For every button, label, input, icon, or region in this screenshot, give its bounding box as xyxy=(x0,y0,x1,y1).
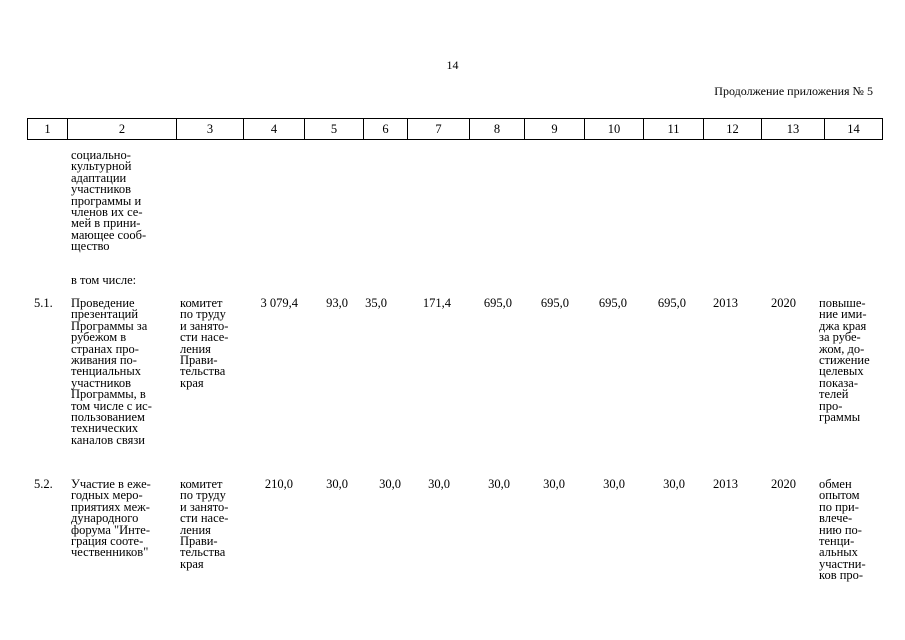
value-year: 30,0 xyxy=(379,477,401,491)
page-number: 14 xyxy=(446,58,459,72)
col-header: 5 xyxy=(305,119,364,140)
value-year: 695,0 xyxy=(598,296,627,310)
continuation-label: Продолжение приложения № 5 xyxy=(714,84,873,98)
expected-result: обмен опытом по при- влече- нию по- тенци- альных участни- ков про- xyxy=(819,477,866,583)
value-total: 3 079,4 xyxy=(260,296,298,310)
including-label: в том числе: xyxy=(71,273,137,287)
value-year: 30,0 xyxy=(603,477,625,491)
value-year: 30,0 xyxy=(663,477,685,491)
column-number-row xyxy=(28,119,883,140)
start-year: 2013 xyxy=(713,296,738,310)
col-header: 2 xyxy=(68,119,177,140)
col-header: 9 xyxy=(525,119,585,140)
col-header: 8 xyxy=(470,119,525,140)
value-year: 695,0 xyxy=(540,296,569,310)
end-year: 2020 xyxy=(771,477,796,491)
value-year: 30,0 xyxy=(428,477,450,491)
row-number: 5.1. xyxy=(34,296,53,310)
value-year: 35,0 xyxy=(365,296,387,310)
value-year: 93,0 xyxy=(326,296,348,310)
row-executor: комитет по труду и занято- сти насе- ления Прави- тельства края xyxy=(180,477,229,571)
row-number: 5.2. xyxy=(34,477,53,491)
row-executor: комитет по труду и занято- сти насе- ления Прави- тельства края xyxy=(180,296,229,390)
col-header: 14 xyxy=(825,119,883,140)
start-year: 2013 xyxy=(713,477,738,491)
col-header: 6 xyxy=(364,119,408,140)
col-header: 4 xyxy=(244,119,305,140)
col-header: 13 xyxy=(762,119,825,140)
value-year: 695,0 xyxy=(657,296,686,310)
value-year: 695,0 xyxy=(483,296,512,310)
header-row-table xyxy=(27,118,883,140)
col-header: 11 xyxy=(644,119,704,140)
col-header: 7 xyxy=(408,119,470,140)
prev-row-name: социально- культурной адаптации участников программы и членов их се- мей в прини- мающее сооб- щество xyxy=(71,148,147,254)
col-header: 3 xyxy=(177,119,244,140)
value-year: 171,4 xyxy=(422,296,451,310)
value-year: 30,0 xyxy=(326,477,348,491)
row-activity-name: Участие в еже- годных меро- приятиях меж- дународного форума "Инте- грация соотe- чественников" xyxy=(71,477,151,560)
col-header: 12 xyxy=(704,119,762,140)
value-year: 30,0 xyxy=(488,477,510,491)
expected-result: повыше- ние ими- джа края за рубе- жом, до- стижение целевых показа- телей про- граммы xyxy=(819,296,870,425)
end-year: 2020 xyxy=(771,296,796,310)
col-header: 1 xyxy=(28,119,68,140)
value-total: 210,0 xyxy=(264,477,293,491)
col-header: 10 xyxy=(585,119,644,140)
value-year: 30,0 xyxy=(543,477,565,491)
row-activity-name: Проведение презентаций Программы за рубежом в странах про- живания по- тенциальных участников Программы, в том числе с ис- пользованием технических каналов связи xyxy=(71,296,152,447)
